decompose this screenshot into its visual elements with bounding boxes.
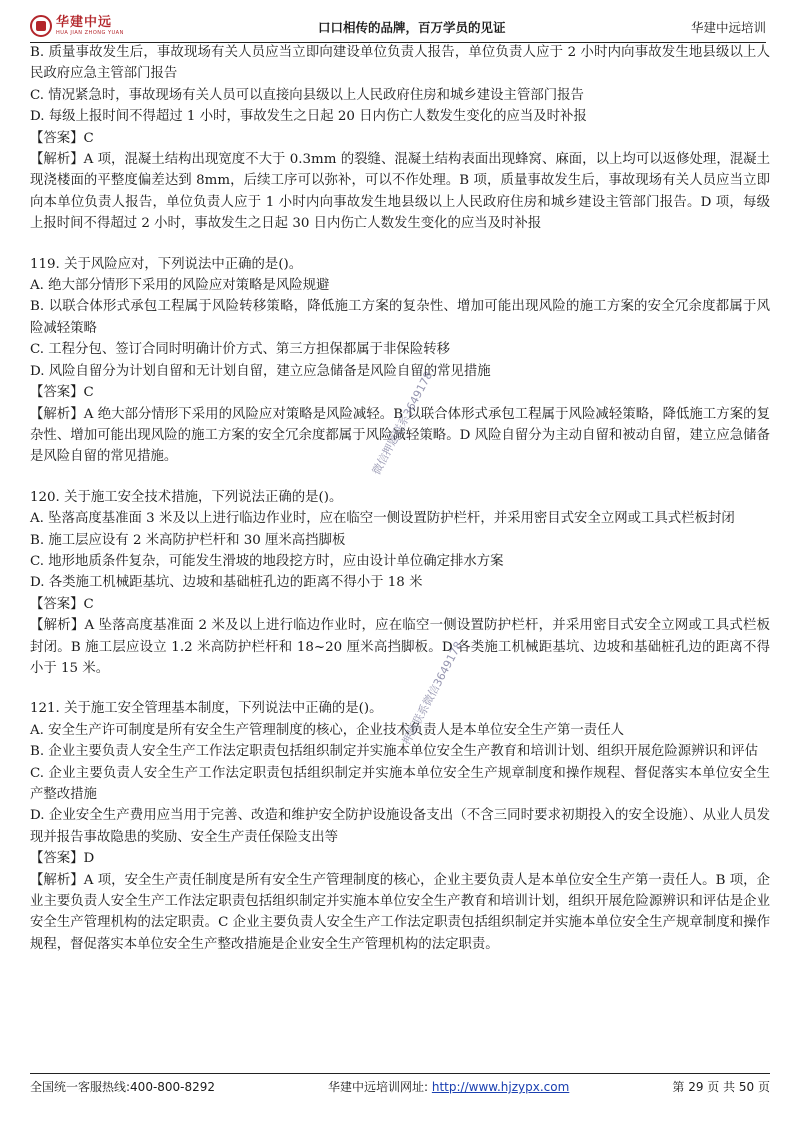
paragraph: 121. 关于施工安全管理基本制度，下列说法中正确的是()。 — [30, 701, 383, 717]
header-brand: 华建中远培训 — [690, 20, 766, 35]
paragraph: B. 质量事故发生后，事故现场有关人员应当立即向建设单位负责人报告，单位负责人应于 2 小时内向事故发生地县级以上人民政府应急主管部门报告 — [30, 45, 770, 82]
paragraph: 【解析】A 项，安全生产责任制度是所有安全生产管理制度的核心，企业主要负责人是本单位安全生产第一责任人。B 项，企业主要负责人安全生产工作法定职责包括组织制定并实施本单位安全生产教育和培训计划，组织开展危险源辨识和评估是企业安全生产管理机构的法定职责。C 企业主要负责人安全生产工作法定职责包括组织制定并实施本单位安全生产规章制度和操作规程，督促落实本单位安全生产整改措施是企业安全生产管理机构的法定职责。 — [30, 872, 770, 952]
paragraph: D. 企业安全生产费用应当用于完善、改造和维护安全防护设施设备支出（不含三同时要求初期投入的安全设施）、从业人员发现并报告事故隐患的奖励、安全生产责任保险支出等 — [30, 808, 770, 845]
watermark-second: 押题联系微信3649178 — [399, 639, 466, 748]
paragraph: 【解析】A 绝大部分情形下采用的风险应对策略是风险减轻。B 以联合体形式承包工程属于风险减轻策略，降低施工方案的复杂性、增加可能出现风险的施工方案的安全冗余度都属于风险减轻策略。D 风险自留分为主动自留和被动自留，建立应急储备是风险自留的常见措施。 — [30, 406, 770, 465]
paragraph: D. 风险自留分为计划自留和无计划自留，建立应急储备是风险自留的常见措施 — [30, 363, 491, 379]
logo-name: 华建中远 — [56, 15, 113, 30]
logo-emblem-icon — [30, 15, 52, 37]
paragraph-gap — [30, 468, 770, 487]
paragraph: 【解析】A 坠落高度基准面 2 米及以上进行临边作业时，应在临空一侧设置防护栏杆，并采用密目式安全立网或工具式栏板封闭。B 施工层应设立 1.2 米高防护栏杆和 18~20 厘米高挡脚板。D 各类施工机械距基坑、边坡和基础桩孔边的距离不得小于 15 米。 — [30, 618, 770, 676]
paragraph: 【答案】C — [30, 385, 94, 401]
paragraph: B. 企业主要负责人安全生产工作法定职责包括组织制定并实施本单位安全生产教育和培训计划、组织开展危险源辨识和评估 — [30, 744, 759, 760]
footer-site-link[interactable]: http://www.hjzypx.com — [431, 1080, 570, 1094]
paragraph: 【答案】C — [30, 596, 94, 612]
header-slogan: 口口相传的品牌，百万学员的见证 — [318, 20, 506, 35]
paragraph: B. 以联合体形式承包工程属于风险转移策略，降低施工方案的复杂性、增加可能出现风险的施工方案的安全冗余度都属于风险减轻策略 — [30, 299, 770, 336]
paragraph: D. 各类施工机械距基坑、边坡和基础桩孔边的距离不得小于 18 米 — [30, 575, 423, 591]
paragraph-gap — [30, 679, 770, 698]
document-body — [30, 42, 770, 955]
footer-site-label: 华建中远培训网址: — [328, 1080, 429, 1094]
page-header — [30, 12, 766, 43]
paragraph: B. 施工层应设有 2 米高防护栏杆和 30 厘米高挡脚板 — [30, 532, 346, 548]
paragraph: D. 每级上报时间不得超过 1 小时，事故发生之日起 20 日内伤亡人数发生变化的应当及时补报 — [30, 109, 587, 125]
watermark-first: 微信押题联系3649178 — [369, 369, 436, 478]
paragraph: A. 坠落高度基准面 3 米及以上进行临边作业时，应在临空一侧设置防护栏杆，并采用密目式安全立网或工具式栏板封闭 — [30, 511, 735, 527]
paragraph: 119. 关于风险应对，下列说法中正确的是()。 — [30, 256, 303, 272]
logo — [30, 12, 124, 40]
paragraph: 【答案】C — [30, 130, 94, 146]
paragraph: C. 地形地质条件复杂，可能发生滑坡的地段挖方时，应由设计单位确定排水方案 — [30, 553, 504, 569]
paragraph: C. 情况紧急时，事故现场有关人员可以直接向县级以上人民政府住房和城乡建设主管部门报告 — [30, 87, 584, 103]
page-footer — [30, 1073, 770, 1096]
footer-site — [328, 1078, 569, 1095]
paragraph: C. 企业主要负责人安全生产工作法定职责包括组织制定并实施本单位安全生产规章制度和操作规程、督促落实本单位安全生产整改措施 — [30, 765, 770, 802]
footer-hotline: 全国统一客服热线:400-800-8292 — [30, 1080, 216, 1094]
paragraph: 【答案】D — [30, 851, 95, 867]
paragraph: 120. 关于施工安全技术措施，下列说法正确的是()。 — [30, 489, 343, 505]
paragraph: A. 绝大部分情形下采用的风险应对策略是风险规避 — [30, 278, 330, 294]
paragraph: 【解析】A 项，混凝土结构出现宽度不大于 0.3mm 的裂缝、混凝土结构表面出现蜂窝、麻面，以上均可以返修处理，混凝土现浇楼面的平整度偏差达到 8mm，后续工序可以弥补，可以不作处理。B 项，质量事故发生后，事故现场有关人员应当立即向本单位负责人报告，单位负责人应于 1 小时内向事故发生地县级以上人民政府住房和城乡建设主管部门报告。D 项，每级上报时间不得超过 2 小时，事故发生之日起 30 日内伤亡人数发生变化的应当及时补报 — [30, 152, 770, 232]
logo-pinyin: HUA JIAN ZHONG YUAN — [56, 30, 124, 36]
paragraph: C. 工程分包、签订合同时明确计价方式、第三方担保都属于非保险转移 — [30, 342, 450, 358]
paragraph: A. 安全生产许可制度是所有安全生产管理制度的核心，企业技术负责人是本单位安全生产第一责任人 — [30, 722, 624, 738]
paragraph-gap — [30, 235, 770, 254]
footer-page-number: 第 29 页 共 50 页 — [672, 1080, 770, 1094]
